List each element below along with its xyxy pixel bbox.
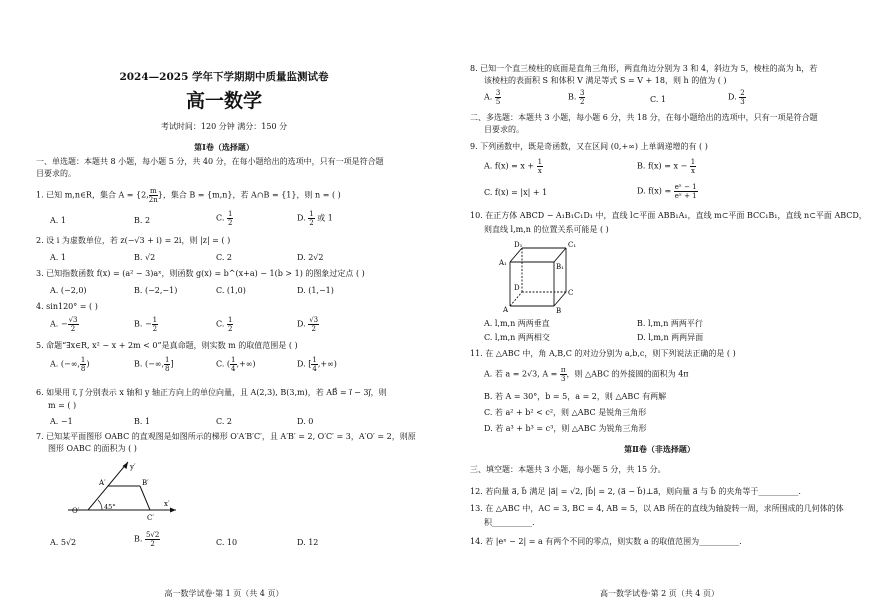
q4-option-d: D. $\frac{√3}{2}$ bbox=[297, 316, 319, 333]
q3-option-b: B. (−2,−1) bbox=[134, 286, 178, 295]
cube-edge-bc bbox=[554, 292, 566, 306]
part2-title: 第Ⅱ卷（非选择题） bbox=[624, 444, 695, 454]
angle-arc bbox=[98, 500, 102, 510]
q1-option-c: C. $\frac{1}{2}$ bbox=[216, 210, 233, 227]
right-column bbox=[462, 0, 867, 615]
q3-option-d: D. (1,−1) bbox=[297, 286, 334, 295]
q12-stem: 12. 若向量 a⃗, b⃗ 满足 |a⃗| = √2, |b⃗| = 2, (a⃗ − b⃗)⊥a⃗，则向量 a⃗ 与 b⃗ 的夹角等于__________. bbox=[470, 487, 801, 496]
q8-option-c: C. 1 bbox=[650, 95, 667, 104]
fig-label-a: A′ bbox=[99, 479, 106, 487]
exam-title: 2024—2025 学年下学期期中质量监测试卷 bbox=[119, 71, 329, 83]
fig-label-x: x′ bbox=[164, 500, 170, 508]
q6-stem-cont: m = ( ) bbox=[48, 401, 77, 410]
q6-option-b: B. 1 bbox=[134, 417, 151, 426]
q5-option-b: B. (−∞, $\frac{1}{8}$ ] bbox=[134, 356, 174, 373]
q2-option-d: D. 2√2 bbox=[297, 253, 324, 262]
cube-hidden-ad bbox=[510, 292, 522, 306]
q7-option-c: C. 10 bbox=[216, 538, 238, 547]
footer-left: 高一数学试卷·第 1 页（共 4 页） bbox=[164, 589, 284, 598]
q9-option-c: C. f(x) = |x| + 1 bbox=[484, 188, 548, 197]
cube-label-d: D bbox=[514, 284, 520, 292]
q1-option-b: B. 2 bbox=[134, 216, 151, 225]
q9-option-a: A. f(x) = x + $\frac{1}{x}$ bbox=[484, 158, 543, 175]
q6-option-a: A. −1 bbox=[50, 417, 73, 426]
q1-fraction: $\frac{m}{2n}$ bbox=[148, 187, 158, 204]
left-column bbox=[28, 0, 420, 615]
q2-option-b: B. √2 bbox=[134, 253, 156, 262]
fig-label-b: B′ bbox=[142, 479, 149, 487]
q11-option-b: B. 若 A = 30°，b = 5，a = 2，则 △ABC 有两解 bbox=[484, 392, 667, 401]
subject-title: 高一数学 bbox=[185, 90, 262, 112]
footer-right: 高一数学试卷·第 2 页（共 4 页） bbox=[600, 589, 719, 598]
cube-edge-b1c1 bbox=[554, 248, 566, 262]
q8-option-a: A. $\frac{3}{5}$ bbox=[484, 89, 501, 106]
q7-option-a: A. 5√2 bbox=[50, 538, 77, 547]
q9-option-b: B. f(x) = x − $\frac{1}{x}$ bbox=[637, 158, 696, 175]
q10-stem: 10. 在正方体 ABCD − A₁B₁C₁D₁ 中，直线 l⊂平面 ABB₁A₁，直线 m⊂平面 BCC₁B₁，直线 n⊂平面 ABCD， bbox=[470, 211, 867, 220]
q1-stem: 1. 已知 m,n∈R，集合 A = {2, $\frac{m}{2n}$ }，集合 B = {m,n}，若 A∩B = {1}，则 n = ( ) bbox=[36, 187, 341, 204]
q9-option-d: D. f(x) = $\frac{\text{eˣ − 1}}{\text{eˣ + 1}}$ bbox=[637, 183, 697, 200]
q8-stem-cont: 该棱柱的表面积 S 和体积 V 满足等式 S = V + 18，则 h 的值为 ( ) bbox=[484, 76, 727, 85]
q14-stem: 14. 若 |eˣ − 2| = a 有两个不同的零点，则实数 a 的取值范围为__________. bbox=[470, 537, 742, 546]
q2-stem: 2. 设 i 为虚数单位，若 z(−√3 + i) = 2i，则 |z| = ( ) bbox=[36, 236, 231, 245]
fig-label-o: O′ bbox=[72, 507, 80, 515]
q10-option-d: D. l,m,n 两两异面 bbox=[637, 333, 704, 342]
cube-label-c: C bbox=[568, 289, 574, 297]
q10-option-a: A. l,m,n 两两垂直 bbox=[484, 319, 550, 328]
q5-option-c: C. ( $\frac{1}{4}$ ,+∞) bbox=[216, 356, 256, 373]
q7-stem-cont: 图形 OABC 的面积为 ( ) bbox=[48, 444, 137, 453]
q3-option-a: A. (−2,0) bbox=[50, 286, 87, 295]
cube-label-d1: D₁ bbox=[514, 241, 523, 249]
q5-stem: 5. 命题“∃x∈R, x² − x + 2m < 0”是真命题，则实数 m 的取值范围是 ( ) bbox=[36, 341, 298, 350]
q11-option-d: D. 若 a³ + b³ = c³，则 △ABC 为锐角三角形 bbox=[484, 424, 647, 433]
q13-stem: 13. 在 △ABC 中，AC = 3, BC = 4, AB = 5，以 AB 所在的直线为轴旋转一周，求所围成的几何体的体 bbox=[470, 504, 844, 513]
cube-label-b: B bbox=[556, 307, 562, 314]
q2-option-c: C. 2 bbox=[216, 253, 233, 262]
section1-heading: 一、单选题：本题共 8 小题，每小题 5 分，共 40 分，在每小题给出的选项中，只有一项是符合题 bbox=[36, 157, 384, 166]
q4-option-a: A. − $\frac{√3}{2}$ bbox=[50, 316, 78, 333]
q10-option-b: B. l,m,n 两两平行 bbox=[637, 319, 703, 328]
cube-edge-a1d1 bbox=[510, 248, 522, 262]
q7-option-d: D. 12 bbox=[297, 538, 319, 547]
q13-stem-cont: 积__________. bbox=[484, 518, 535, 527]
fig-label-c: C′ bbox=[147, 514, 154, 522]
q4-option-b: B. − $\frac{1}{2}$ bbox=[134, 316, 158, 333]
q4-stem: 4. sin120° = ( ) bbox=[36, 302, 98, 311]
q8-option-b: B. $\frac{3}{2}$ bbox=[568, 89, 585, 106]
q3-stem: 3. 已知指数函数 f(x) = (a² − 3)aˣ，则函数 g(x) = b^(x+a) − 1(b > 1) 的图象过定点 ( ) bbox=[36, 269, 365, 278]
section3-heading: 三、填空题：本题共 3 小题，每小题 5 分，共 15 分。 bbox=[470, 465, 666, 474]
q5-option-a: A. (−∞, $\frac{1}{8}$ ) bbox=[50, 356, 90, 373]
q10-cube-figure bbox=[492, 238, 612, 314]
section1-heading-cont: 目要求的。 bbox=[36, 169, 76, 178]
cube-label-c1: C₁ bbox=[568, 241, 577, 249]
cube-label-a: A bbox=[503, 306, 509, 314]
section2-heading: 二、多选题：本题共 3 小题，每小题 6 分，共 18 分，在每小题给出的选项中，只有一项是符合题 bbox=[470, 113, 818, 122]
q10-option-c: C. l,m,n 两两相交 bbox=[484, 333, 550, 342]
q6-option-d: D. 0 bbox=[297, 417, 314, 426]
q1-option-d: D. $\frac{1}{2}$ 或 1 bbox=[297, 210, 333, 227]
q6-stem: 6. 如果用 i⃗, j⃗ 分别表示 x 轴和 y 轴正方向上的单位向量，且 A(2,3), B(3,m)，若 AB⃗ = i⃗ − 3j⃗，则 bbox=[36, 388, 387, 397]
exam-info: 考试时间：120 分钟 满分：150 分 bbox=[160, 122, 288, 131]
q11-stem: 11. 在 △ABC 中，角 A,B,C 的对边分别为 a,b,c，则下列说法正确的是 ( ) bbox=[470, 349, 736, 358]
x-axis-arrow bbox=[170, 508, 176, 513]
q7-stem: 7. 已知某平面图形 OABC 的直观图是如图所示的梯形 O′A′B′C′，且 A′B′ = 2, O′C′ = 3，A′O′ = 2，则原 bbox=[36, 432, 416, 441]
fig-label-angle: 45° bbox=[104, 503, 116, 511]
q5-option-d: D. [ $\frac{1}{4}$ ,+∞) bbox=[297, 356, 337, 373]
q9-stem: 9. 下列函数中，既是奇函数，又在区间 (0,+∞) 上单调递增的有 ( ) bbox=[470, 142, 708, 151]
q2-option-a: A. 1 bbox=[50, 253, 66, 262]
edge-bc bbox=[140, 486, 150, 510]
q10-stem-cont: 则直线 l,m,n 的位置关系可能是 ( ) bbox=[484, 225, 609, 234]
section2-heading-cont: 目要求的。 bbox=[484, 125, 524, 134]
q7-trapezoid-figure bbox=[58, 458, 178, 528]
part1-title: 第Ⅰ卷（选择题） bbox=[194, 142, 254, 152]
q11-option-c: C. 若 a² + b² < c²，则 △ABC 是锐角三角形 bbox=[484, 408, 647, 417]
q6-option-c: C. 2 bbox=[216, 417, 233, 426]
q8-stem: 8. 已知一个直三棱柱的底面是直角三角形，两直角边分别为 3 和 4，斜边为 5，棱柱的高为 h，若 bbox=[470, 64, 818, 73]
q1-option-a: A. 1 bbox=[50, 216, 66, 225]
q3-option-c: C. (1,0) bbox=[216, 286, 246, 295]
q8-option-d: D. $\frac{2}{3}$ bbox=[728, 89, 745, 106]
cube-label-a1: A₁ bbox=[499, 259, 507, 267]
q11-option-a: A. 若 a = 2√3, A = $\frac{\pi}{3}$ ，则 △ABC 的外接圆的面积为 4π bbox=[484, 366, 689, 383]
q7-option-b: B. $\frac{5√2}{2}$ bbox=[134, 531, 160, 548]
q4-option-c: C. $\frac{1}{2}$ bbox=[216, 316, 233, 333]
cube-label-b1: B₁ bbox=[556, 263, 564, 271]
fig-label-y: y′ bbox=[130, 463, 136, 471]
